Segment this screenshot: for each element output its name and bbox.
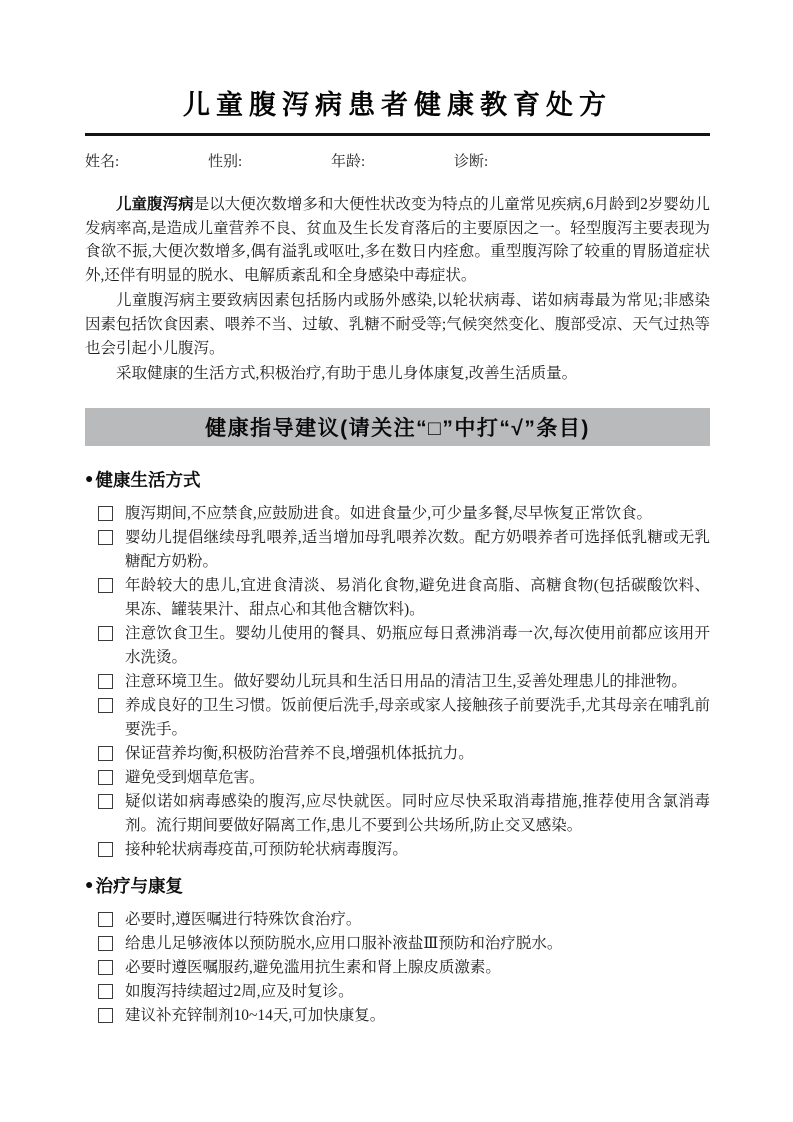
- patient-gender-label: 性别:: [208, 154, 243, 170]
- checklist-item: [98, 622, 710, 670]
- intro-paragraph-3: 采取健康的生活方式,积极治疗,有助于患儿身体康复,改善生活质量。: [116, 365, 578, 383]
- patient-age-input[interactable]: [365, 151, 454, 173]
- checklist-item-text: 建议补充锌制剂10~14天,可加快康复。: [125, 1006, 386, 1024]
- checkbox-icon[interactable]: [98, 578, 113, 593]
- intro-paragraph-1: [85, 193, 710, 287]
- checklist-item: [98, 574, 710, 622]
- checklist-item-text: 注意环境卫生。做好婴幼儿玩具和生活日用品的清洁卫生,妥善处理患儿的排泄物。: [125, 672, 687, 690]
- checklist-item: [98, 932, 710, 956]
- intro-text: [85, 193, 710, 386]
- checkbox-icon[interactable]: [98, 794, 113, 809]
- checklist-item: [98, 908, 710, 932]
- page-title: 儿童腹泻病患者健康教育处方: [183, 90, 612, 120]
- checklist-item: [98, 502, 710, 526]
- patient-name-field: [85, 151, 208, 173]
- checklist-item-text: 如腹泻持续超过2周,应及时复诊。: [125, 982, 354, 1000]
- checklist-item: [98, 838, 710, 862]
- patient-age-field: [331, 151, 454, 173]
- checkbox-icon[interactable]: [98, 960, 113, 975]
- checklist-item: [98, 1004, 710, 1028]
- intro-lead-term: 儿童腹泻病: [116, 196, 194, 213]
- checkbox-icon[interactable]: [98, 984, 113, 999]
- patient-diagnosis-input[interactable]: [488, 151, 710, 173]
- patient-age-label: 年龄:: [331, 154, 366, 170]
- checklist-treatment-recovery: [85, 908, 710, 1028]
- patient-gender-input[interactable]: [242, 151, 331, 173]
- checkbox-icon[interactable]: [98, 912, 113, 927]
- checklist-item-text: 年龄较大的患儿,宜进食清淡、易消化食物,避免进食高脂、高糖食物(包括碳酸饮料、果冻、罐装果汁、甜点心和其他含糖饮料)。: [125, 576, 710, 618]
- checklist-item: [98, 694, 710, 742]
- checklist-healthy-lifestyle: [85, 502, 710, 862]
- checklist-item: [98, 980, 710, 1004]
- guidance-banner: 健康指导建议(请关注“□”中打“√”条目): [85, 408, 710, 446]
- checklist-item: [98, 526, 710, 574]
- checklist-item-text: 婴幼儿提倡继续母乳喂养,适当增加母乳喂养次数。配方奶喂养者可选择低乳糖或无乳糖配方奶粉。: [125, 528, 710, 570]
- checkbox-icon[interactable]: [98, 626, 113, 641]
- checklist-item-text: 必要时遵医嘱服药,避免滥用抗生素和肾上腺皮质激素。: [125, 958, 501, 976]
- section-treatment-recovery: [85, 876, 710, 1028]
- checkbox-icon[interactable]: [98, 770, 113, 785]
- bullet-icon: ●: [85, 877, 94, 893]
- section-heading-label: 治疗与康复: [95, 875, 183, 896]
- checkbox-icon[interactable]: [98, 530, 113, 545]
- checklist-item-text: 腹泻期间,不应禁食,应鼓励进食。如进食量少,可少量多餐,尽早恢复正常饮食。: [125, 504, 653, 522]
- checklist-item-text: 疑似诺如病毒感染的腹泻,应尽快就医。同时应尽快采取消毒措施,推荐使用含氯消毒剂。流行期间要做好隔离工作,患儿不要到公共场所,防止交叉感染。: [125, 792, 710, 834]
- checkbox-icon[interactable]: [98, 842, 113, 857]
- checklist-item-text: 给患儿足够液体以预防脱水,应用口服补液盐Ⅲ预防和治疗脱水。: [125, 934, 563, 952]
- patient-name-input[interactable]: [119, 151, 208, 173]
- checkbox-icon[interactable]: [98, 698, 113, 713]
- title-divider: [85, 133, 710, 136]
- checklist-item-text: 必要时,遵医嘱进行特殊饮食治疗。: [125, 910, 362, 928]
- patient-name-label: 姓名:: [85, 154, 120, 170]
- intro-paragraph-2: 儿童腹泻病主要致病因素包括肠内或肠外感染,以轮状病毒、诺如病毒最为常见;非感染因素包括饮食因素、喂养不当、过敏、乳糖不耐受等;气候突然变化、腹部受凉、天气过热等也会引起小儿腹泻。: [85, 292, 710, 357]
- checkbox-icon[interactable]: [98, 746, 113, 761]
- checklist-item: [98, 670, 710, 694]
- checklist-item: [98, 790, 710, 838]
- checklist-item: [98, 956, 710, 980]
- bullet-icon: ●: [85, 471, 94, 487]
- checklist-item: [98, 766, 710, 790]
- patient-info-row: [85, 151, 710, 173]
- checkbox-icon[interactable]: [98, 506, 113, 521]
- patient-diagnosis-label: 诊断:: [454, 154, 489, 170]
- checkbox-icon[interactable]: [98, 674, 113, 689]
- checkbox-icon[interactable]: [98, 936, 113, 951]
- checklist-item-text: 保证营养均衡,积极防治营养不良,增强机体抵抗力。: [125, 744, 474, 762]
- checklist-item-text: 注意饮食卫生。婴幼儿使用的餐具、奶瓶应每日煮沸消毒一次,每次使用前都应该用开水洗烫。: [125, 624, 710, 666]
- section-heading-healthy-lifestyle: [85, 470, 710, 490]
- checkbox-icon[interactable]: [98, 1008, 113, 1023]
- patient-diagnosis-field: [454, 151, 710, 173]
- checklist-item-text: 避免受到烟草危害。: [125, 768, 265, 786]
- intro-paragraph-1-body: 是以大便次数增多和大便性状改变为特点的儿童常见疾病,6月龄到2岁婴幼儿发病率高,是造成儿童营养不良、贫血及生长发育落后的主要原因之一。轻型腹泻主要表现为食欲不振,大便次数增多,偶有溢乳或呕吐,多在数日内痊愈。重型腹泻除了较重的胃肠道症状外,还伴有明显的脱水、电解质紊乱和全身感染中毒症状。: [85, 196, 710, 284]
- checklist-item: [98, 742, 710, 766]
- patient-gender-field: [208, 151, 331, 173]
- checklist-item-text: 接种轮状病毒疫苗,可预防轮状病毒腹泻。: [125, 840, 408, 858]
- checklist-item-text: 养成良好的卫生习惯。饭前便后洗手,母亲或家人接触孩子前要洗手,尤其母亲在哺乳前要洗手。: [125, 696, 710, 738]
- section-heading-treatment-recovery: [85, 876, 710, 896]
- section-healthy-lifestyle: [85, 470, 710, 862]
- section-heading-label: 健康生活方式: [95, 469, 201, 490]
